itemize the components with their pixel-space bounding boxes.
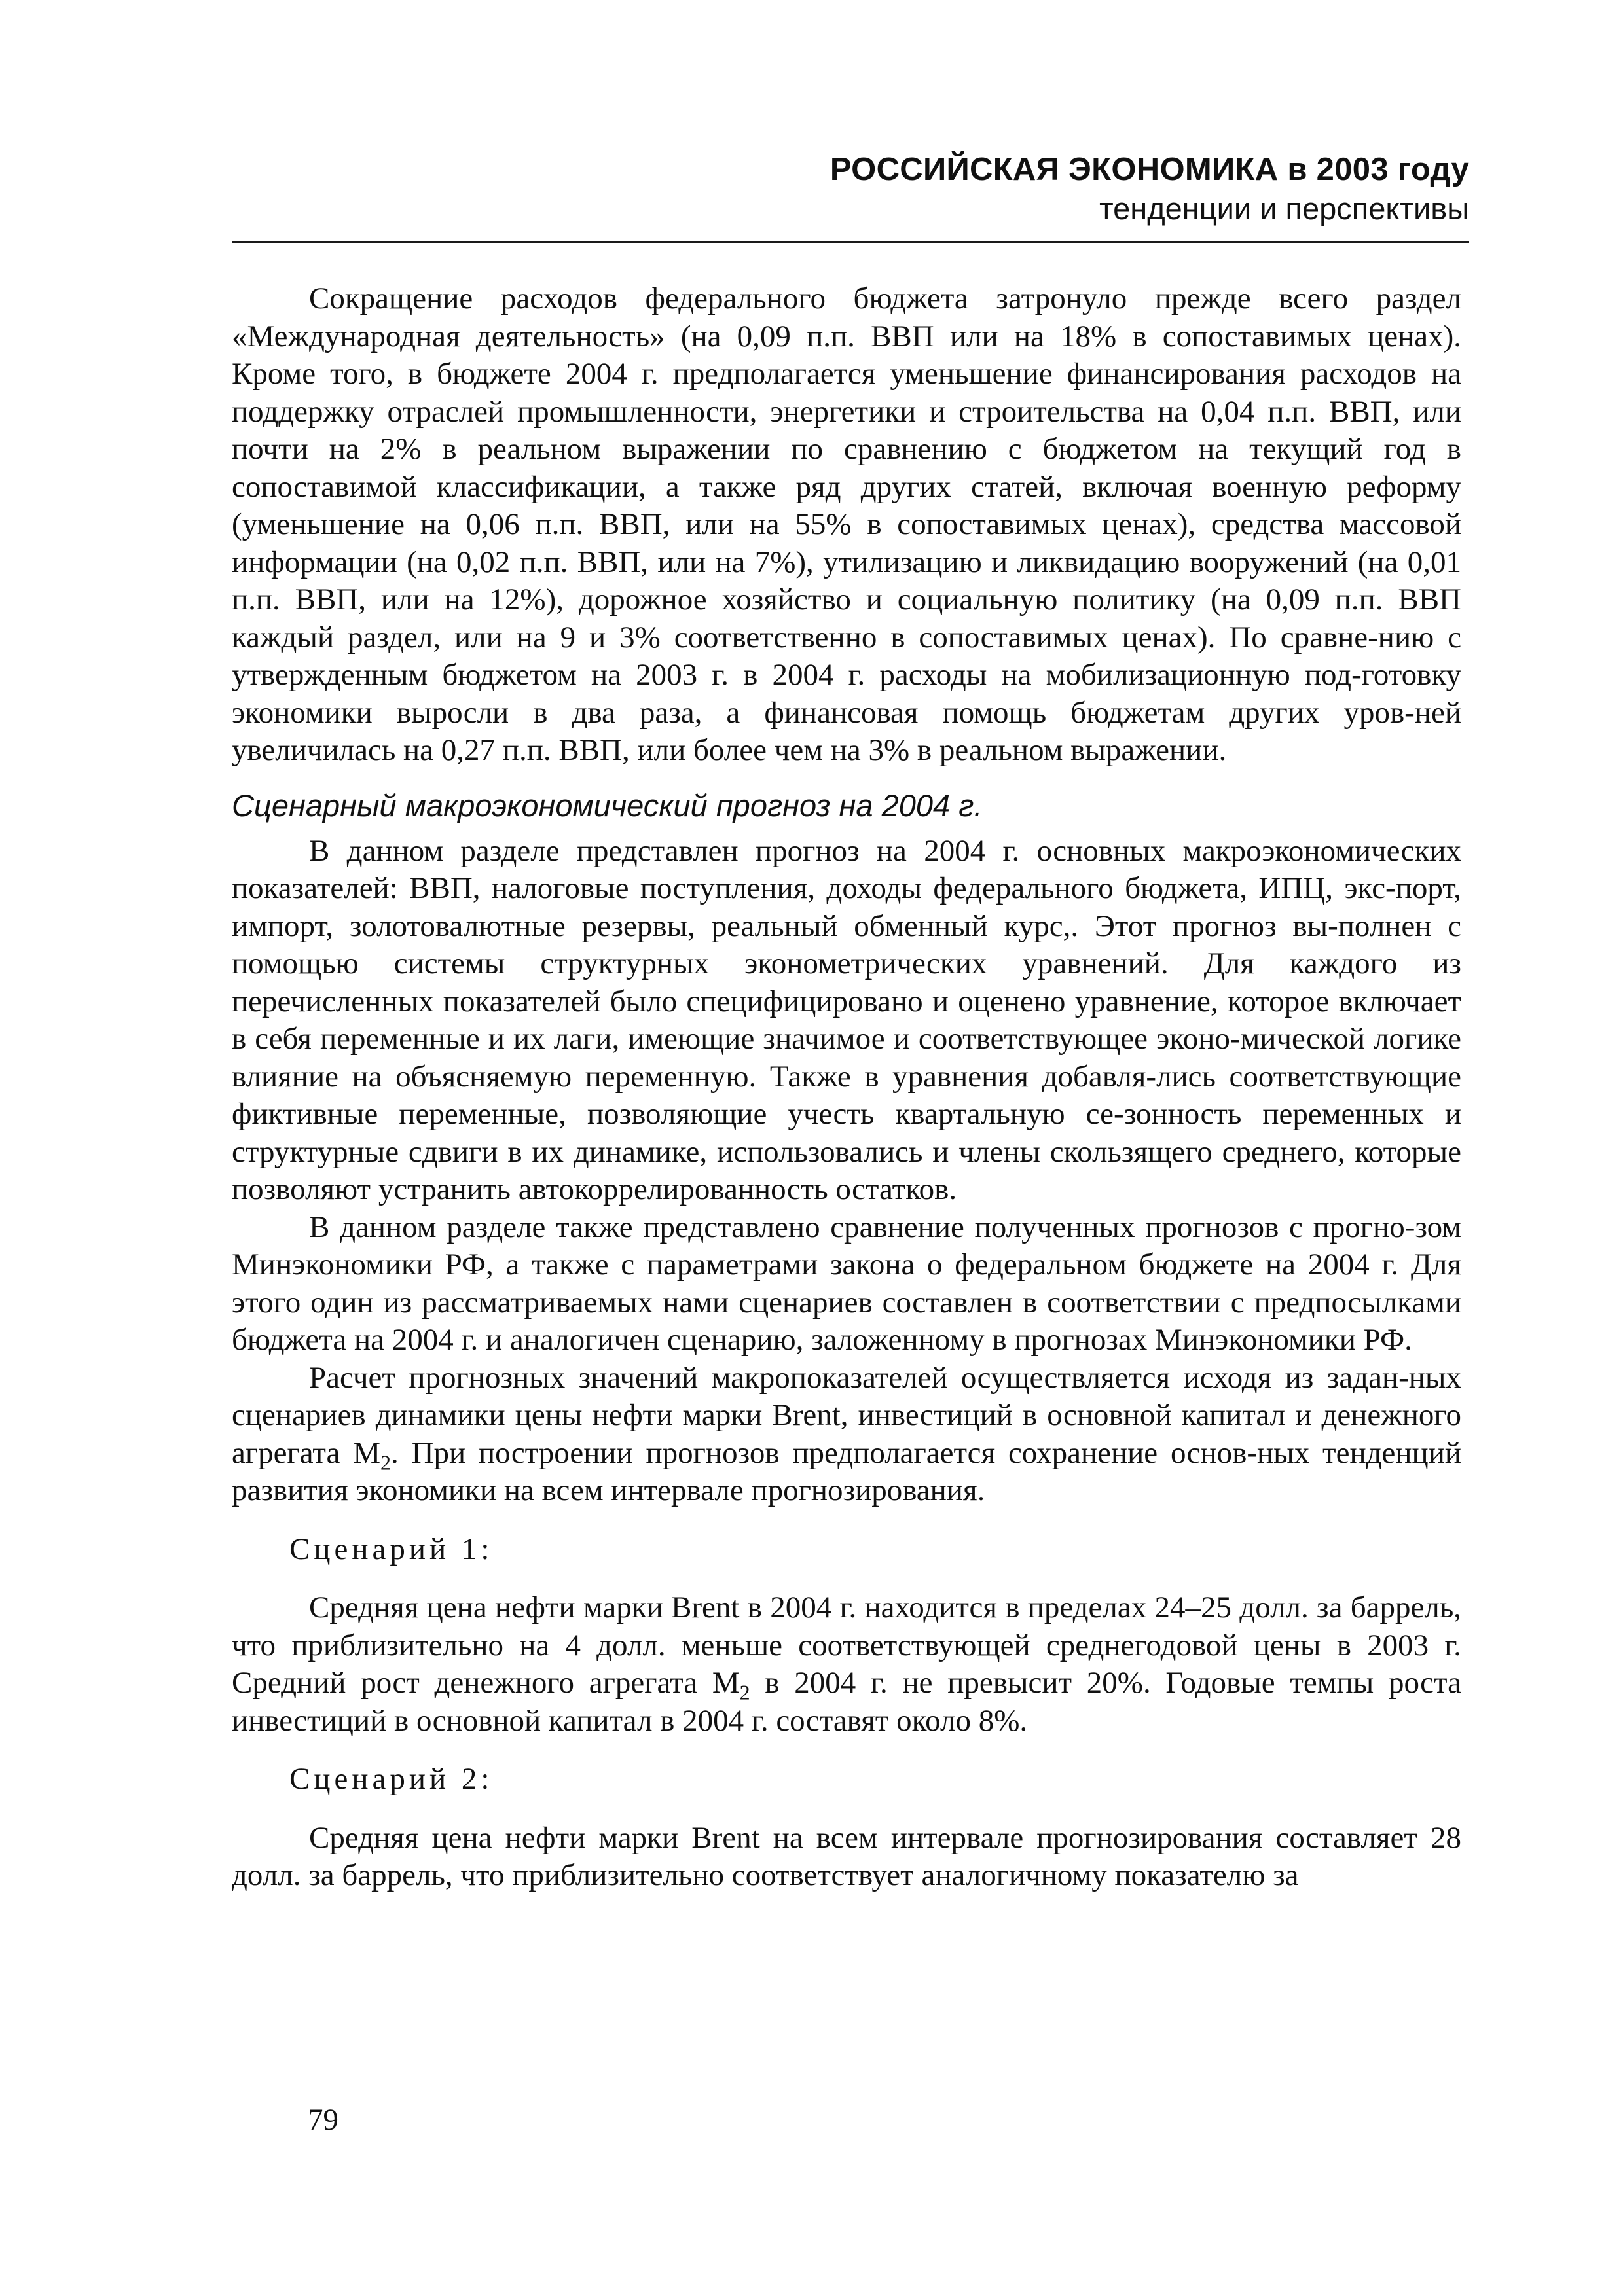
paragraph-budget-cuts: Сокращение расходов федерального бюджета затронуло прежде всего раздел «Международная деятельность» (на 0,09 п.п. ВВП или на 18% в сопоставимых ценах). Кроме того, в бюджете 2004 г. предполагается уменьшение финансирования расходов на поддержку отраслей промышленности, энергетики и строительства на 0,04 п.п. ВВП, или почти на 2% в реальном выражении по сравнению с бюджетом на текущий год в сопоставимой классификации, а также ряд других статей, включая военную реформу (уменьшение на 0,06 п.п. ВВП, или на 55% в сопоставимых ценах), средства массовой информации (на 0,02 п.п. ВВП, или на 7%), утилизацию и ликвидацию вооружений (на 0,01 п.п. ВВП, или на 12%), дорожное хозяйство и социальную политику (на 0,09 п.п. ВВП каждый раздел, или на 9 и 3% соответственно в сопоставимых ценах). По сравне-нию с утвержденным бюджетом на 2003 г. в 2004 г. расходы на мобилизационную под-готовку экономики выросли в два раза, а финансовая помощь бюджетам других уров-ней увеличилась на 0,27 п.п. ВВП, или более чем на 3% в реальном выражении. xyxy=(232,281,1461,767)
paragraph-scenario-2: Средняя цена нефти марки Brent на всем интервале прогнозирования составляет 28 долл. за баррель, что приблизительно соответствует аналогичному показателю за xyxy=(232,1820,1461,1892)
body-text xyxy=(232,280,1461,1895)
paragraph-forecast-intro: В данном разделе представлен прогноз на 2004 г. основных макроэкономических показателей: ВВП, налоговые поступления, доходы федерального бюджета, ИПЦ, экс-порт, импорт, золотовалютные резервы, реальный обменный курс,. Этот прогноз вы-полнен с помощью системы структурных эконометрических уравнений. Для каждого из перечисленных показателей было специфицировано и оценено уравнение, которое включает в себя переменные и их лаги, имеющие значимое и соответствующее эконо-мической логике влияние на объясняемую переменную. Также в уравнения добавля-лись соответствующие фиктивные переменные, позволяющие учесть квартальную се-зонность переменных и структурные сдвиги в их динамике, использовались и члены скользящего среднего, которые позволяют устранить автокоррелированность остатков. xyxy=(232,833,1461,1206)
text-segment: Расчет прогнозных значений макропоказателей осуществляется исходя из задан-ных сценариев динамики цены нефти марки Brent, инвестиций в основной капитал и денежного агрегата М xyxy=(232,1360,1461,1470)
subscript: 2 xyxy=(380,1450,392,1474)
subscript: 2 xyxy=(739,1680,750,1704)
text-segment: в 2004 г. не превысит 20%. Годовые темпы роста инвестиций в основной капитал в 2004 г. составят около 8%. xyxy=(232,1666,1461,1738)
running-title: РОССИЙСКАЯ ЭКОНОМИКА в 2003 году xyxy=(830,152,1469,187)
paragraph-scenarios-basis xyxy=(232,1359,1461,1510)
page-header xyxy=(232,149,1469,228)
paragraph-scenario-1 xyxy=(232,1589,1461,1740)
header-divider xyxy=(232,241,1469,243)
scenario-1-label: Сценарий 1: xyxy=(289,1532,494,1566)
paragraph-comparison: В данном разделе также представлено сравнение полученных прогнозов с прогно-зом Минэкономики РФ, а также с параметрами закона о федеральном бюджете на 2004 г. Для этого один из рассматриваемых нами сценариев составлен в соответствии с предпосылками бюджета на 2004 г. и аналогичен сценарию, заложенному в прогнозах Минэкономики РФ. xyxy=(232,1210,1461,1357)
text-segment: . При построении прогнозов предполагается сохранение основ-ных тенденций развития экономики на всем интервале прогнозирования. xyxy=(232,1435,1461,1507)
running-subtitle: тенденции и перспективы xyxy=(1099,191,1469,226)
section-heading: Сценарный макроэкономический прогноз на 2004 г. xyxy=(232,787,983,823)
scenario-2-label: Сценарий 2: xyxy=(289,1762,494,1796)
text-segment: Средняя цена нефти марки Brent в 2004 г. находится в пределах 24–25 долл. за баррель, что приблизительно на 4 долл. меньше соответствующей среднегодовой цены в 2003 г. Средний рост денежного агрегата М xyxy=(232,1590,1461,1700)
page-number: 79 xyxy=(308,2103,338,2137)
